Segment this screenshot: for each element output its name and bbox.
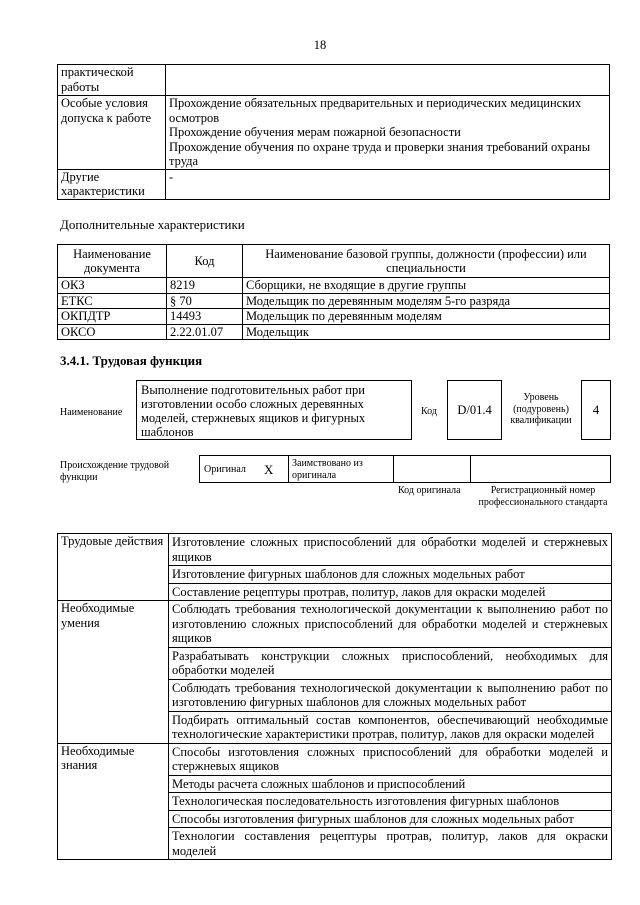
additional-table [57,244,610,340]
function-code: D/01.4 [457,402,492,417]
table-cell: 2.22.01.07 [167,324,243,340]
other-value: - [166,169,610,199]
top-table [57,64,610,200]
special-conditions-values [166,96,610,170]
level-value: 4 [592,402,600,417]
original-mark: X [264,462,274,477]
original-label: Оригинал [204,464,246,475]
table-cell: Модельщик [243,324,610,340]
list-item: Способы изготовления сложных приспособлений для обработки моделей и стержневых ящиков [172,744,608,773]
code-label: Код [421,406,437,417]
borrowed-label: Заимствовано из оригинала [292,458,363,481]
table-cell: 14493 [167,309,243,325]
function-code-box [447,380,502,440]
list-item: Соблюдать требования технологической документации к выполнению работ по изготовлению сложных приспособлений для обработки моделей и стержневых ящиков [172,602,608,645]
list-item: Методы расчета сложных шаблонов и приспособлений [169,775,611,793]
table-cell: ОКЗ [58,278,167,294]
function-name: Выполнение подготовительных работ при изготовлении особо сложных деревянных моделей, стержневых ящиков и фигурных шаблонов [141,383,366,439]
page-number: 18 [313,38,327,52]
list-item: Способы изготовления фигурных шаблонов для сложных модельных работ [169,810,611,828]
condition-item: Прохождение обучения мерам пожарной безопасности [169,125,461,139]
condition-item: Прохождение обучения по охране труда и проверки знания требований охраны труда [169,139,591,168]
table-cell: Сборщики, не входящие в другие группы [243,278,610,294]
row-label-knowledge: Необходимые знания [58,743,169,860]
header-group-name: Наименование базовой группы, должности (профессии) или специальности [243,245,610,278]
reg-number-caption: Регистрационный номер профессионального стандарта [478,485,608,508]
header-doc-name: Наименование документа [58,245,167,278]
list-item: Составление рецептуры протрав, политур, лаков для окраски моделей [169,583,611,601]
function-name-box [136,380,412,440]
level-box [581,380,611,440]
actions-list [169,534,612,601]
list-item: Соблюдать требования технологической документации к выполнению работ по изготовлению фигурных шаблонов для сложных модельных работ [169,679,611,711]
list-item: Технологическая последовательность изготовления фигурных шаблонов [169,792,611,810]
level-label: Уровень (подуровень) квалификации [510,392,572,426]
table-cell: § 70 [167,293,243,309]
additional-title: Дополнительные характеристики [60,217,245,232]
table-cell: Модельщик по деревянным моделям [243,309,610,325]
name-label: Наименование [60,407,123,418]
main-table [57,533,612,860]
table-cell: 8219 [167,278,243,294]
table-cell: ОКСО [58,324,167,340]
table-cell: ЕТКС [58,293,167,309]
section-title: 3.4.1. Трудовая функция [60,353,203,368]
origin-label: Происхождение трудовой функции [60,460,170,483]
list-item: Изготовление фигурных шаблонов для сложных модельных работ [169,565,611,583]
list-item: Технологии составления рецептуры протрав, политур, лаков для окраски моделей [169,827,611,859]
origin-boxes [199,455,611,483]
list-item: Разрабатывать конструкции сложных приспособлений, необходимых для обработки моделей [169,647,611,679]
header-code: Код [167,245,243,278]
row-label-other: Другие характеристики [58,169,166,199]
list-item: Изготовление сложных приспособлений для обработки моделей и стержневых ящиков [172,535,608,564]
skills-list [169,601,612,744]
knowledge-list [169,743,612,860]
row-label-skills: Необходимые умения [58,601,169,744]
table-cell: ОКПДТР [58,309,167,325]
list-item: Подбирать оптимальный состав компонентов, обеспечивающий необходимые технологические характеристики протрав, политур, лаков для окраски моделей [169,711,611,743]
table-cell: Модельщик по деревянным моделям 5-го разряда [243,293,610,309]
row-label-practical: практической работы [58,65,166,96]
row-label-special-conditions: Особые условия допуска к работе [58,96,166,170]
row-label-actions: Трудовые действия [58,534,169,601]
code-original-caption: Код оригинала [398,485,461,496]
condition-item: Прохождение обязательных предварительных и периодических медицинских осмотров [169,96,582,125]
